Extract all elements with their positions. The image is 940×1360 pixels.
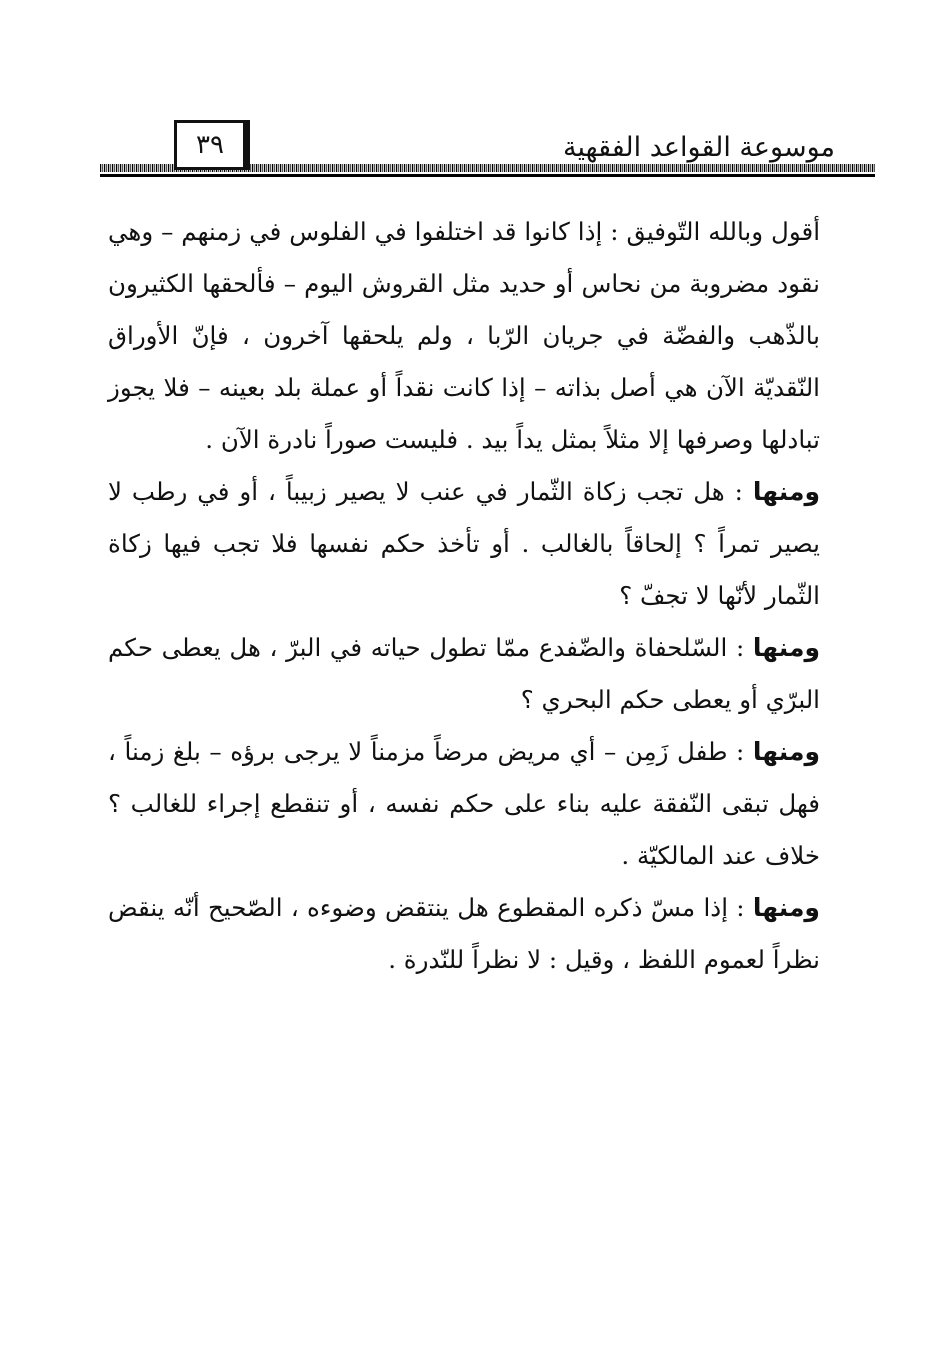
paragraph-text: طفل زَمِن – أي مريض مرضاً مزمناً لا يرجى برؤه – بلغ زمناً ، فهل تبقى النّفقة عليه بناء على حكم نفسه ، أو تنقطع إجراء للغالب ؟ خلاف عند المالكيّة . <box>108 737 820 870</box>
paragraph-separator: : <box>727 633 753 662</box>
paragraph-text: هل تجب زكاة الثّمار في عنب لا يصير زبيباً ، أو في رطب لا يصير تمراً ؟ إلحاقاً بالغالب . أو تأخذ حكم نفسها فلا تجب فيها زكاة الثّمار لأنّها لا تجفّ ؟ <box>108 477 820 610</box>
paragraph-2 <box>108 466 820 622</box>
page-number: ٣٩ <box>196 130 224 160</box>
paragraph-1 <box>108 206 820 466</box>
paragraph-3 <box>108 622 820 726</box>
paragraph-separator: : <box>727 737 753 766</box>
paragraph-text: إذا مسّ ذكره المقطوع هل ينتقض وضوءه ، الصّحيح أنّه ينقض نظراً لعموم اللفظ ، وقيل : لا نظراً للنّدرة . <box>108 893 820 974</box>
paragraph-5 <box>108 882 820 986</box>
paragraph-lead: ومنها <box>752 633 820 662</box>
paragraph-lead: ومنها <box>752 893 820 922</box>
paragraph-separator: : <box>724 477 753 506</box>
paragraph-separator: : <box>728 893 753 922</box>
paragraph-text: السّلحفاة والضّفدع ممّا تطول حياته في البرّ ، هل يعطى حكم البرّي أو يعطى حكم البحري ؟ <box>108 633 820 714</box>
header-rule-line <box>100 174 875 177</box>
page-content <box>108 206 820 986</box>
paragraph-lead: ومنها <box>752 737 820 766</box>
page-number-box <box>174 120 250 170</box>
book-title: موسوعة القواعد الفقهية <box>563 132 835 163</box>
paragraph-4 <box>108 726 820 882</box>
paragraph-text: أقول وبالله التّوفيق : إذا كانوا قد اختلفوا في الفلوس في زمنهم – وهي نقود مضروبة من نحاس أو حديد مثل القروش اليوم – فألحقها الكثيرون بالذّهب والفضّة في جريان الرّبا ، ولم يلحقها آخرون ، فإنّ الأوراق النّقديّة الآن هي أصل بذاته – إذا كانت نقداً أو عملة بلد بعينه – فلا يجوز تبادلها وصرفها إلا مثلاً بمثل يداً بيد . فليست صوراً نادرة الآن . <box>108 217 820 454</box>
page-header <box>100 112 875 180</box>
paragraph-lead: ومنها <box>752 477 820 506</box>
